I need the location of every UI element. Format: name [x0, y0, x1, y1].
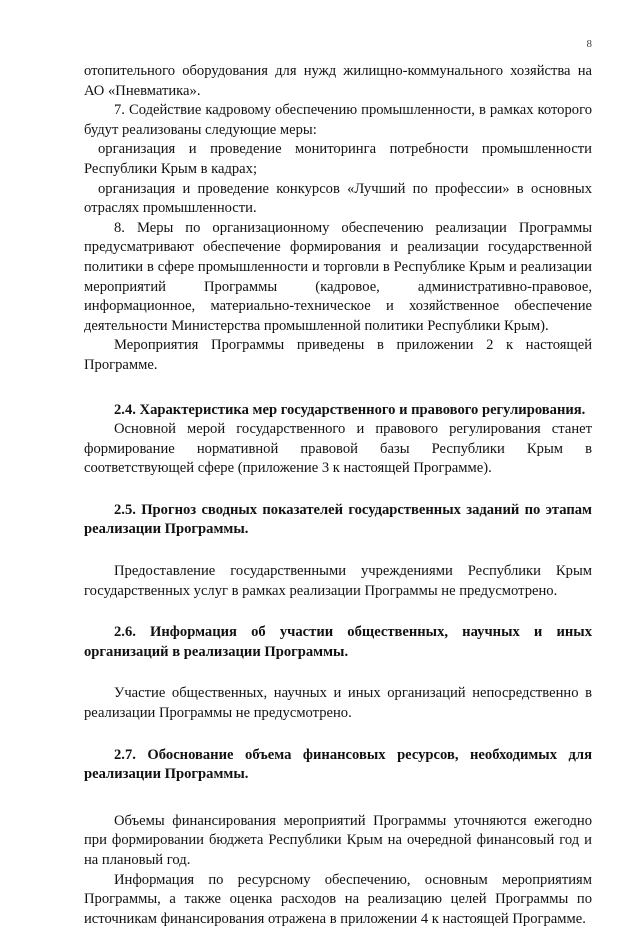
paragraph-continuation: отопительного оборудования для нужд жилищно-коммунального хозяйства на АО «Пневматика».	[84, 63, 592, 99]
document-body	[84, 62, 592, 929]
paragraph-item-8: 8. Меры по организационному обеспечению реализации Программы предусматривают обеспечение формирования и реализации государственной политики в сфере промышленности и торговли в Республике Крым и реализации мероприятий Программы (кадровое, административно-правовое, информационное, материально-техническое и хозяйственное обеспечение деятельности Министерства промышленной политики Республики Крым).	[84, 219, 592, 334]
page-number: 8	[586, 38, 592, 50]
section-heading-2-5: 2.5. Прогноз сводных показателей государственных заданий по этапам реализации Программы.	[84, 501, 592, 538]
section-2-7-paragraph-1: Объемы финансирования мероприятий Программы уточняются ежегодно при формировании бюджета Республики Крым на очередной финансовый год и на плановый год.	[84, 812, 592, 868]
section-2-6-paragraph: Участие общественных, научных и иных организаций непосредственно в реализации Программы не предусмотрено.	[84, 685, 592, 722]
section-heading-2-6: 2.6. Информация об участии общественных, научных и иных организаций в реализации Программы.	[84, 624, 592, 660]
paragraph-measure-contests: организация и проведение конкурсов «Лучший по профессии» в основных отраслях промышленности.	[84, 180, 592, 217]
section-heading-2-7: 2.7. Обоснование объема финансовых ресурсов, необходимых для реализации Программы.	[84, 746, 592, 783]
paragraph-appendix-2: Мероприятия Программы приведены в приложении 2 к настоящей Программе.	[84, 337, 592, 373]
section-2-5-paragraph: Предоставление государственными учреждениями Республики Крым государственных услуг в рамках реализации Программы не предусмотрено.	[84, 563, 592, 599]
paragraph-measure-monitoring: организация и проведение мониторинга потребности промышленности Республики Крым в кадрах;	[84, 141, 592, 177]
section-2-7-paragraph-2: Информация по ресурсному обеспечению, основным мероприятиям Программы, а также оценка расходов на реализацию целей Программы по источникам финансирования отражена в приложении 4 к настоящей Программе.	[84, 871, 592, 927]
section-2-4-paragraph: Основной мерой государственного и правового регулирования станет формирование нормативной правовой базы Республики Крым в соответствующей сфере (приложение 3 к настоящей Программе).	[84, 421, 592, 477]
paragraph-item-7: 7. Содействие кадровому обеспечению промышленности, в рамках которого будут реализованы следующие меры:	[84, 102, 592, 138]
section-heading-2-4: 2.4. Характеристика мер государственного и правового регулирования.	[114, 401, 586, 418]
